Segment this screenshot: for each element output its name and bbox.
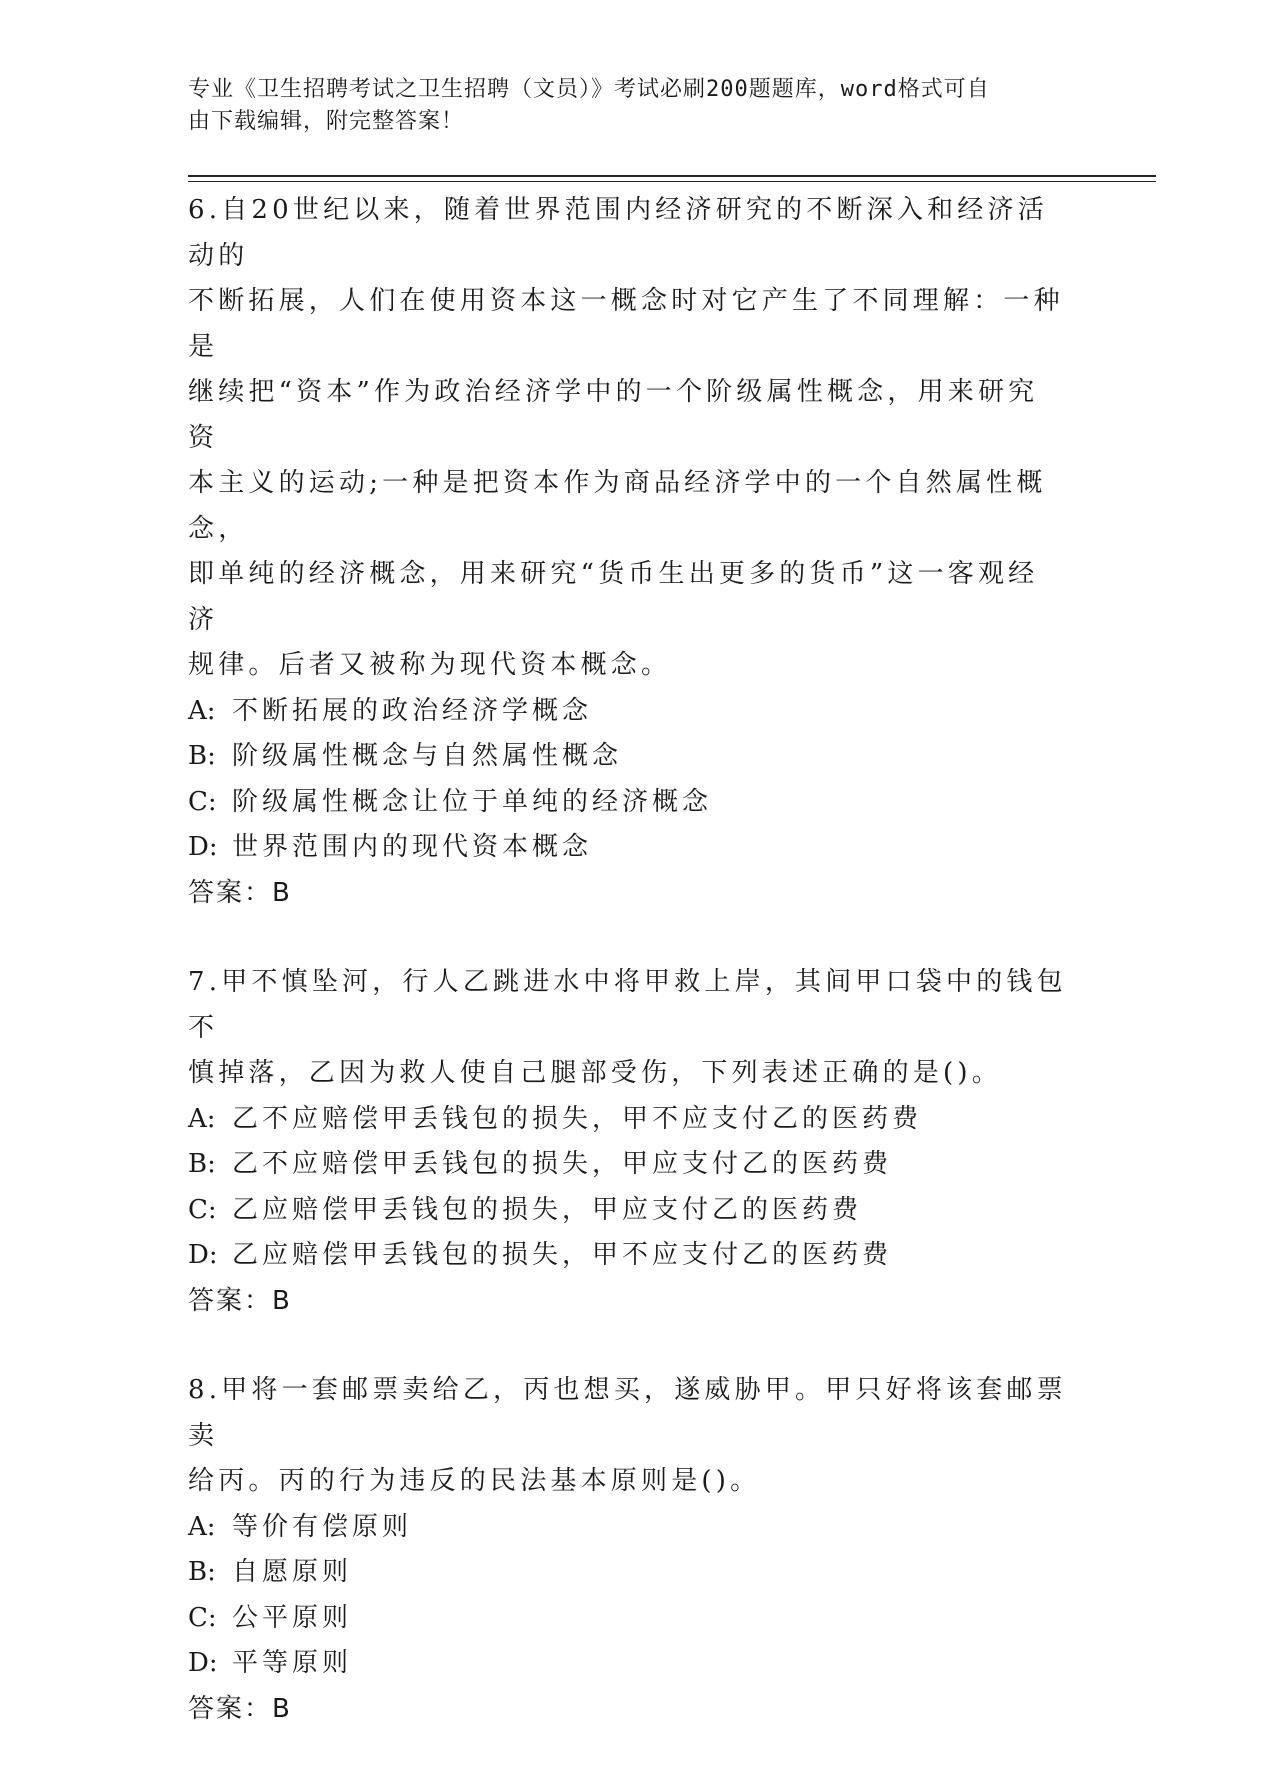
question-line: 给丙。丙的行为违反的民法基本原则是()。 [188, 1466, 761, 1496]
question-line: 即单纯的经济概念，用来研究“货币生出更多的货币”这一客观经济 [188, 559, 1039, 635]
question-line [188, 960, 1068, 1051]
option-text: 乙不应赔偿甲丢钱包的损失，甲应支付乙的医药费 [232, 1149, 893, 1179]
header-line-1: 专业《卫生招聘考试之卫生招聘（文员）》考试必刷200题题库，word格式可自 [188, 77, 990, 102]
question-number: 7. [188, 967, 222, 997]
option-letter: A: [188, 1511, 216, 1542]
answer-label: 答案：B [188, 1693, 292, 1724]
answer-label: 答案：B [188, 1285, 292, 1316]
option-text: 世界范围内的现代资本概念 [232, 832, 593, 862]
question-text: 甲将一套邮票卖给乙，丙也想买，遂威胁甲。甲只好将该套邮票卖 [188, 1375, 1067, 1451]
option-letter: D: [188, 1240, 218, 1270]
option-letter: C: [188, 786, 217, 817]
option-c [188, 780, 1068, 826]
option-b [188, 1142, 1068, 1188]
option-letter: D: [188, 1648, 218, 1678]
document-header [188, 74, 1068, 138]
question-number: 6. [188, 195, 222, 225]
question-6-stem [188, 188, 1068, 689]
option-d [188, 1233, 1068, 1279]
header-line-2: 由下载编辑，附完整答案！ [188, 109, 465, 134]
option-text: 乙应赔偿甲丢钱包的损失，甲不应支付乙的医药费 [232, 1240, 893, 1270]
option-text: 平等原则 [232, 1648, 353, 1678]
option-a [188, 1097, 1068, 1143]
question-line [188, 188, 1068, 279]
question-text: 甲不慎坠河，行人乙跳进水中将甲救上岸，其间甲口袋中的钱包不 [188, 967, 1067, 1043]
option-letter: B: [188, 741, 216, 771]
option-d [188, 825, 1068, 871]
question-number: 8. [188, 1375, 222, 1405]
question-line: 继续把“资本”作为政治经济学中的一个阶级属性概念，用来研究资 [188, 377, 1039, 453]
option-d [188, 1641, 1068, 1687]
option-text: 阶级属性概念让位于单纯的经济概念 [232, 786, 713, 817]
option-text: 自愿原则 [232, 1557, 353, 1587]
option-letter: B: [188, 1557, 216, 1587]
question-8 [188, 1368, 1068, 1732]
question-8-stem [188, 1368, 1068, 1505]
question-line [188, 1368, 1068, 1459]
option-letter: A: [188, 695, 216, 726]
option-text: 等价有偿原则 [232, 1511, 413, 1542]
option-c [188, 1188, 1068, 1234]
header-rule-thin [188, 181, 1156, 182]
option-text: 不断拓展的政治经济学概念 [232, 695, 593, 726]
question-list [188, 188, 1068, 1776]
question-7-stem [188, 960, 1068, 1097]
option-letter: C: [188, 1602, 217, 1633]
question-line: 规律。后者又被称为现代资本概念。 [188, 650, 672, 680]
option-letter: A: [188, 1103, 216, 1134]
option-letter: D: [188, 832, 218, 862]
option-a [188, 689, 1068, 735]
question-6 [188, 188, 1068, 916]
option-b [188, 1550, 1068, 1596]
option-a [188, 1505, 1068, 1551]
option-c [188, 1596, 1068, 1642]
option-letter: C: [188, 1194, 217, 1225]
option-letter: B: [188, 1149, 216, 1179]
option-text: 乙不应赔偿甲丢钱包的损失，甲不应支付乙的医药费 [232, 1103, 923, 1134]
question-7 [188, 960, 1068, 1324]
question-line: 不断拓展，人们在使用资本这一概念时对它产生了不同理解：一种是 [188, 286, 1064, 362]
question-line: 慎掉落，乙因为救人使自己腿部受伤，下列表述正确的是()。 [188, 1058, 1002, 1088]
question-text: 自20世纪以来，随着世界范围内经济研究的不断深入和经济活动的 [188, 195, 1048, 271]
option-text: 乙应赔偿甲丢钱包的损失，甲应支付乙的医药费 [232, 1194, 863, 1225]
option-text: 公平原则 [232, 1602, 353, 1633]
answer-label: 答案：B [188, 877, 292, 908]
question-line: 本主义的运动;一种是把资本作为商品经济学中的一个自然属性概念， [188, 468, 1047, 544]
option-text: 阶级属性概念与自然属性概念 [232, 741, 623, 771]
option-b [188, 734, 1068, 780]
header-rule-thick [188, 175, 1156, 177]
